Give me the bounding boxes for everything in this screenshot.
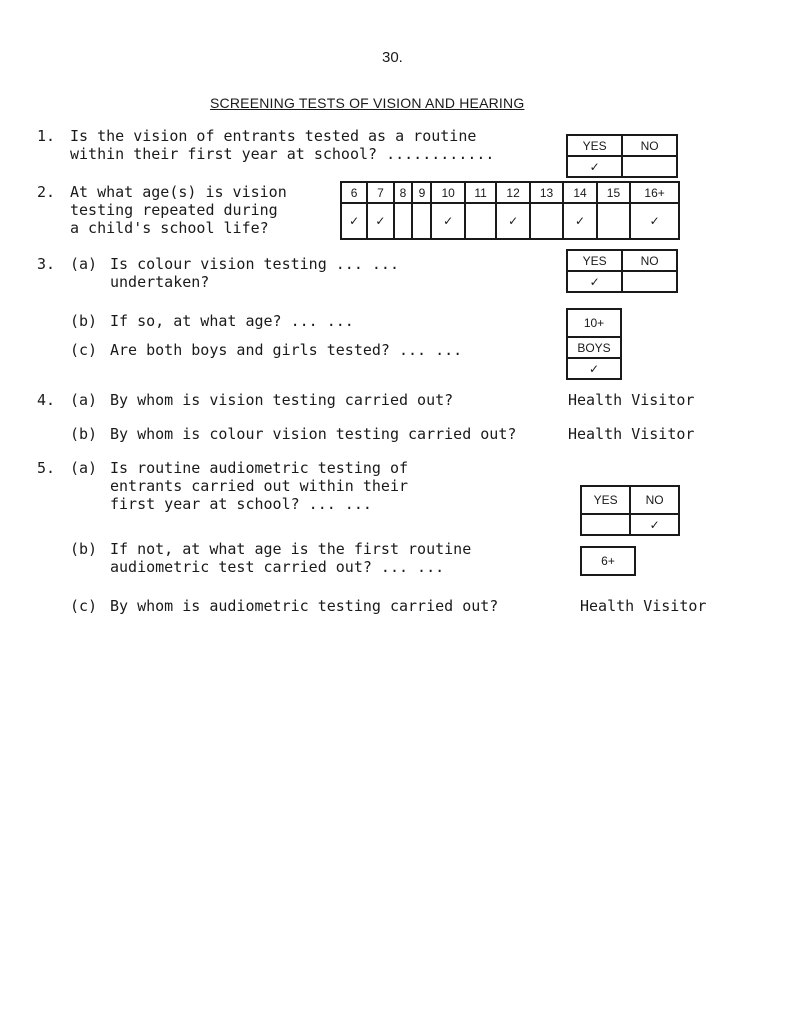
q2-age-grid [340, 181, 680, 240]
q2-age-cell: 15 [597, 182, 630, 203]
q2-age-cell: 16+ [630, 182, 679, 203]
q3a-label: (a) [70, 255, 98, 273]
q3a-no-header: NO [622, 250, 677, 271]
q1-text-line1: Is the vision of entrants tested as a routine [70, 127, 477, 145]
page-number: 30. [382, 49, 403, 66]
q1-yes-cell: ✓ [567, 156, 622, 177]
q4b-text: By whom is colour vision testing carried out? [110, 425, 517, 443]
page-title: SCREENING TESTS OF VISION AND HEARING [210, 95, 525, 111]
q1-yes-header: YES [567, 135, 622, 156]
q5a-label: (a) [70, 459, 98, 477]
q2-age-cell: 11 [465, 182, 497, 203]
q3b-label: (b) [70, 312, 98, 330]
q3-number: 3. [37, 255, 56, 273]
q1-no-cell [622, 156, 677, 177]
q2-number: 2. [37, 183, 56, 201]
q5a-yes-header: YES [581, 486, 630, 514]
q3c-boys-cell: ✓ [567, 358, 621, 379]
q3a-no-cell [622, 271, 677, 292]
q1-number: 1. [37, 127, 56, 145]
q5b-label: (b) [70, 540, 98, 558]
q5a-line1: Is routine audiometric testing of [110, 459, 409, 477]
q2-age-cell: 13 [530, 182, 563, 203]
q2-check-cell: ✓ [563, 203, 596, 239]
q2-age-cell: 9 [412, 182, 431, 203]
q5a-line2: entrants carried out within their [110, 477, 409, 495]
q2-check-cell [465, 203, 497, 239]
q5b-line2: audiometric test carried out? ... ... [110, 558, 445, 576]
q1-text-line2: within their first year at school? ............ [70, 145, 495, 163]
q5b-answer-box [580, 546, 636, 576]
q4-number: 4. [37, 391, 56, 409]
q2-check-cell: ✓ [630, 203, 679, 239]
q5a-answer-box [580, 485, 680, 536]
q2-text-line2: testing repeated during [70, 201, 278, 219]
q2-age-cell: 12 [496, 182, 529, 203]
q3b-answer: 10+ [567, 309, 621, 337]
q5a-line3: first year at school? ... ... [110, 495, 372, 513]
q3a-yes-cell: ✓ [567, 271, 622, 292]
q4a-answer: Health Visitor [568, 391, 695, 409]
q2-check-cell [412, 203, 431, 239]
q2-age-cell: 6 [341, 182, 367, 203]
q4a-label: (a) [70, 391, 98, 409]
q5c-answer: Health Visitor [580, 597, 707, 615]
q3b-text: If so, at what age? ... ... [110, 312, 354, 330]
q5b-line1: If not, at what age is the first routine [110, 540, 472, 558]
q3a-answer-box [566, 249, 678, 293]
q5c-text: By whom is audiometric testing carried out? [110, 597, 499, 615]
q2-age-cell: 14 [563, 182, 596, 203]
q2-check-cell [394, 203, 413, 239]
q1-no-header: NO [622, 135, 677, 156]
q4a-text: By whom is vision testing carried out? [110, 391, 454, 409]
q2-check-cell: ✓ [431, 203, 464, 239]
q3c-answer-box [566, 336, 622, 380]
q2-age-cell: 10 [431, 182, 464, 203]
q5-number: 5. [37, 459, 56, 477]
q2-check-cell: ✓ [341, 203, 367, 239]
q5a-no-header: NO [630, 486, 679, 514]
q2-text-line3: a child's school life? [70, 219, 269, 237]
q5a-yes-cell [581, 514, 630, 535]
q2-check-cell [530, 203, 563, 239]
q3a-yes-header: YES [567, 250, 622, 271]
q5c-label: (c) [70, 597, 98, 615]
q2-check-cell: ✓ [496, 203, 529, 239]
q5a-no-cell: ✓ [630, 514, 679, 535]
q2-text-line1: At what age(s) is vision [70, 183, 287, 201]
q3a-line2: undertaken? [110, 273, 210, 291]
q5b-answer: 6+ [581, 547, 635, 575]
q2-check-cell: ✓ [367, 203, 393, 239]
q4b-answer: Health Visitor [568, 425, 695, 443]
q3a-line1: Is colour vision testing ... ... [110, 255, 399, 273]
q1-answer-box [566, 134, 678, 178]
q2-check-cell [597, 203, 630, 239]
q3c-boys-header: BOYS [567, 337, 621, 358]
q2-age-cell: 8 [394, 182, 413, 203]
q4b-label: (b) [70, 425, 98, 443]
q3b-answer-box [566, 308, 622, 338]
q3c-text: Are both boys and girls tested? ... ... [110, 341, 463, 359]
q3c-label: (c) [70, 341, 98, 359]
q2-age-cell: 7 [367, 182, 393, 203]
